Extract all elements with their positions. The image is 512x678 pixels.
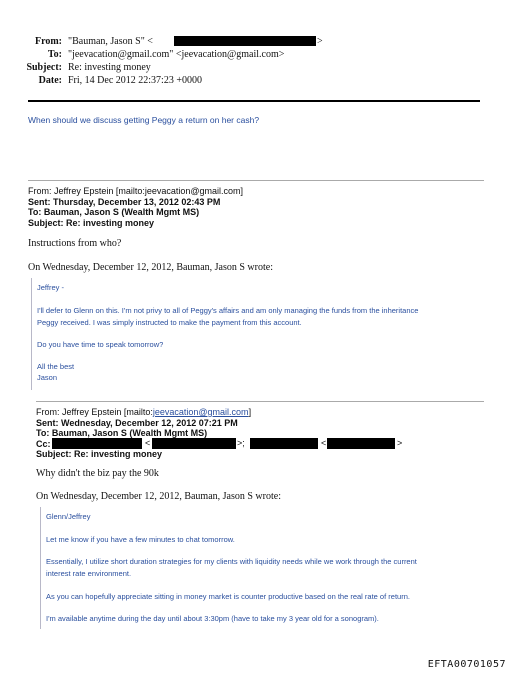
to-value: "jeevacation@gmail.com" <jeevacation@gmail.com> bbox=[68, 49, 285, 60]
msg1-subject: Subject: Re: investing money bbox=[28, 217, 155, 228]
message-divider bbox=[36, 401, 484, 402]
date-label: Date: bbox=[38, 75, 62, 86]
msg2-to: To: Bauman, Jason S (Wealth Mgmt MS) bbox=[36, 428, 208, 438]
from-label: From: bbox=[34, 36, 62, 47]
msg1-body: Instructions from who? bbox=[28, 238, 122, 249]
quote1-para1-line2: Peggy received. I was simply instructed to make the payment from this account. bbox=[37, 318, 302, 327]
subject-label: Subject: bbox=[26, 62, 62, 73]
from-tail: > bbox=[317, 36, 323, 47]
msg1-to: To: Bauman, Jason S (Wealth Mgmt MS) bbox=[28, 207, 200, 217]
quote1-signoff2: Jason bbox=[37, 373, 58, 382]
quote1-para1-line1: I'll defer to Glenn on this. I'm not privy to all of Peggy's affairs and am only managing the funds from the inheritance bbox=[37, 306, 419, 315]
quote2-greeting: Glenn/Jeffrey bbox=[46, 512, 91, 521]
cc-sep-2: >; bbox=[237, 438, 245, 448]
msg2-meta bbox=[36, 407, 251, 460]
redaction-box bbox=[327, 438, 395, 449]
msg2-subject: Subject: Re: investing money bbox=[36, 449, 163, 459]
msg1-wrote: On Wednesday, December 12, 2012, Bauman, Jason S wrote: bbox=[28, 262, 273, 273]
cc-sep-1: < bbox=[145, 438, 151, 448]
redaction-box bbox=[52, 438, 142, 449]
to-label: To: bbox=[47, 49, 62, 60]
quote2-para1: Let me know if you have a few minutes to chat tomorrow. bbox=[46, 535, 235, 544]
quote2-para2-line2: interest rate environment. bbox=[46, 569, 132, 578]
quote1-signoff1: All the best bbox=[37, 362, 75, 371]
header-divider bbox=[28, 100, 480, 102]
subject-value: Re: investing money bbox=[68, 62, 151, 73]
cc-sep-4: > bbox=[397, 438, 403, 448]
quote2-para2-line1: Essentially, I utilize short duration strategies for my clients with liquidity needs while we work through the current bbox=[46, 557, 417, 566]
msg2-cc-label: Cc: bbox=[36, 438, 51, 449]
msg2-sent: Sent: Wednesday, December 12, 2012 07:21 PM bbox=[36, 417, 238, 428]
quote1-para2: Do you have time to speak tomorrow? bbox=[37, 340, 164, 349]
redaction-box bbox=[250, 438, 318, 449]
redaction-box bbox=[174, 36, 316, 46]
quote-bar bbox=[31, 278, 32, 390]
msg1-meta bbox=[28, 186, 243, 228]
msg2-from-suffix: ] bbox=[248, 407, 252, 417]
top-message: When should we discuss getting Peggy a return on her cash? bbox=[28, 115, 260, 125]
msg2-wrote: On Wednesday, December 12, 2012, Bauman, Jason S wrote: bbox=[36, 491, 281, 502]
quote-bar bbox=[40, 507, 41, 629]
document-id: EFTA00701057 bbox=[427, 659, 506, 670]
msg2-body: Why didn't the biz pay the 90k bbox=[36, 468, 159, 479]
quote2-para4: I'm available anytime during the day until about 3:30pm (have to take my 3 year old for a sonogram). bbox=[46, 614, 379, 623]
email-link[interactable]: jeevacation@gmail.com bbox=[152, 407, 249, 417]
msg2-from-prefix: From: Jeffrey Epstein [mailto: bbox=[36, 407, 153, 417]
message-divider bbox=[28, 180, 484, 181]
cc-sep-3: < bbox=[321, 438, 327, 448]
msg1-from: From: Jeffrey Epstein [mailto:jeevacation@gmail.com] bbox=[28, 186, 244, 196]
from-value: "Bauman, Jason S" < bbox=[68, 36, 153, 47]
date-value: Fri, 14 Dec 2012 22:37:23 +0000 bbox=[68, 75, 202, 86]
quote1-greeting: Jeffrey - bbox=[37, 283, 64, 292]
redaction-box bbox=[152, 438, 236, 449]
msg1-sent: Sent: Thursday, December 13, 2012 02:43 PM bbox=[28, 196, 221, 207]
quote2-para3: As you can hopefully appreciate sitting in money market is counter productive based on the real rate of return. bbox=[46, 592, 410, 601]
